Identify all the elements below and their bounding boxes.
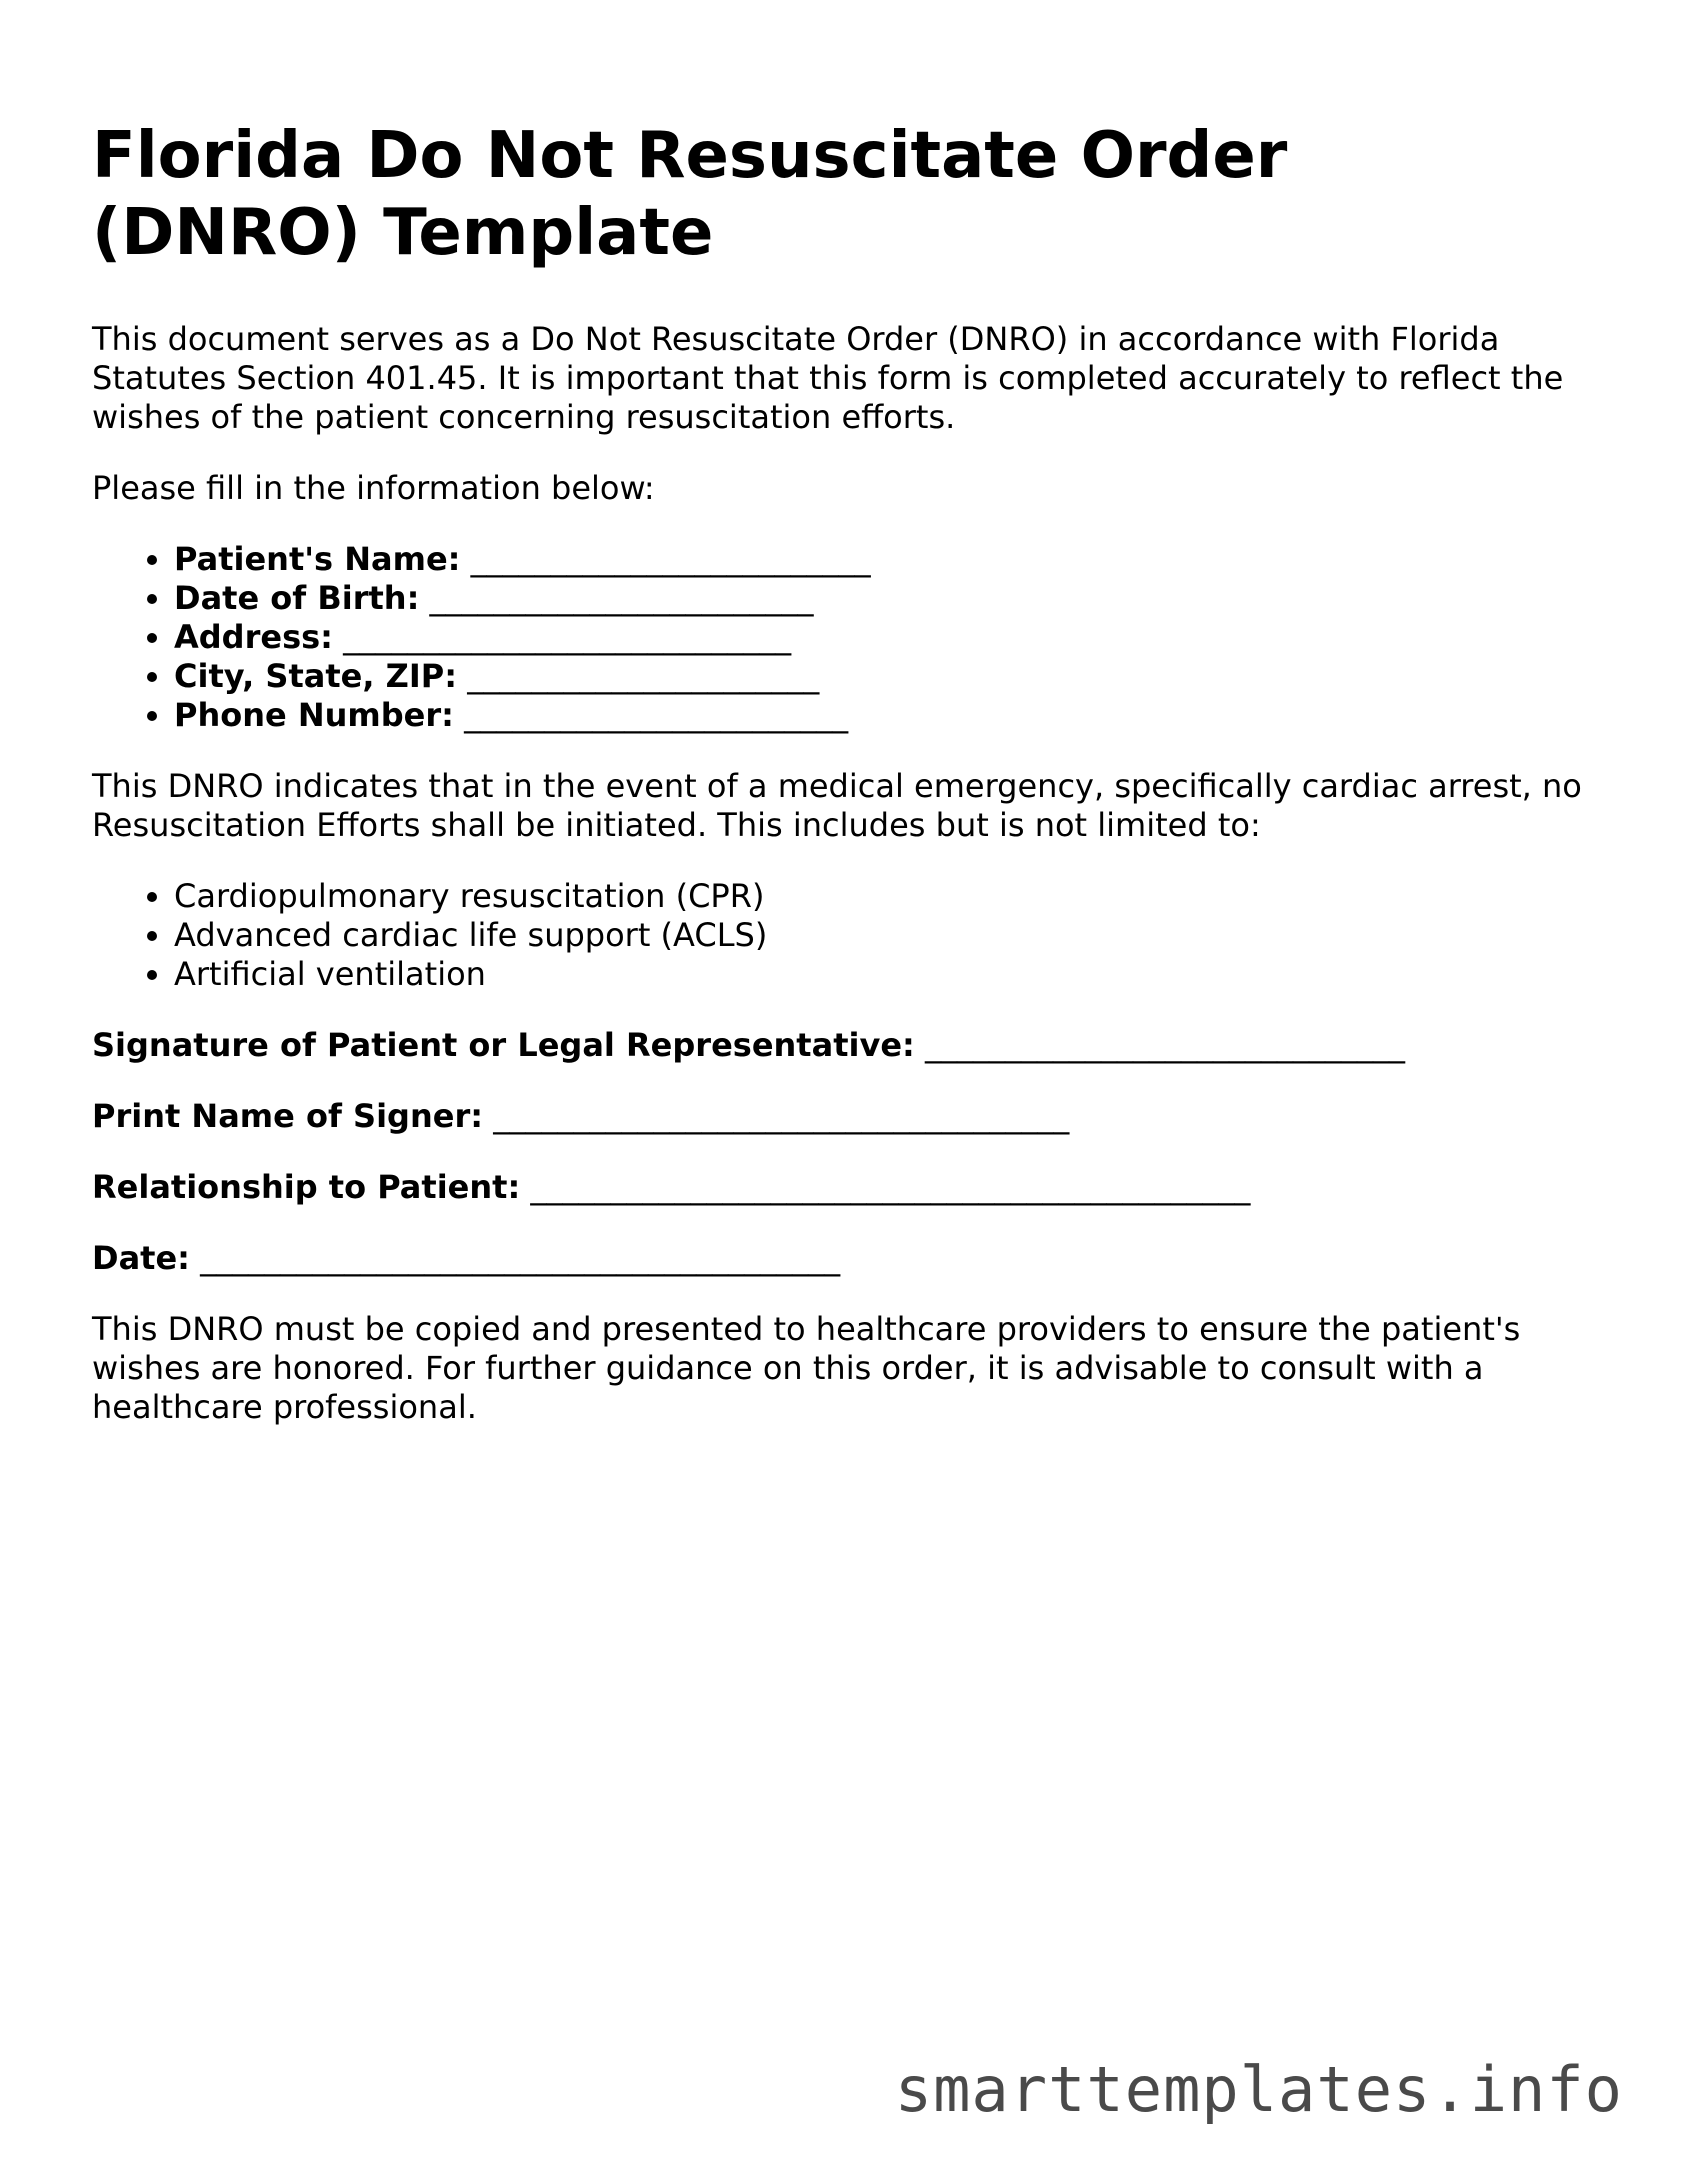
patient-name-field[interactable] xyxy=(174,540,1602,579)
date-of-birth-field[interactable] xyxy=(174,579,1602,618)
fill-prompt: Please fill in the information below: xyxy=(92,469,655,507)
closing-paragraph: This DNRO must be copied and presented to healthcare providers to ensure the patient's wishes are honored. For further guidance on this order, it is advisable to consult with a healthcare professional. xyxy=(92,1310,1521,1426)
title-line-2: (DNRO) Template xyxy=(92,196,714,270)
field-blank[interactable]: ______________________ xyxy=(467,657,820,695)
address-field[interactable] xyxy=(174,618,1602,657)
field-blank[interactable]: ________________________ xyxy=(464,696,849,734)
relationship-line[interactable] xyxy=(92,1168,1602,1207)
field-label: Patient's Name: xyxy=(174,540,461,578)
relationship-label: Relationship to Patient: xyxy=(92,1168,521,1206)
signature-blank[interactable]: ______________________________ xyxy=(924,1026,1405,1064)
field-blank[interactable]: ________________________ xyxy=(429,579,814,617)
list-item: • Cardiopulmonary resuscitation (CPR) xyxy=(174,877,1602,916)
list-item: • Artificial ventilation xyxy=(174,955,1602,994)
print-name-label: Print Name of Signer: xyxy=(92,1097,484,1135)
field-label: Address: xyxy=(174,618,333,656)
field-label: Date of Birth: xyxy=(174,579,420,617)
watermark: smarttemplates.info xyxy=(894,2053,1623,2126)
efforts-list xyxy=(92,877,1602,994)
document-page xyxy=(92,118,1602,1427)
print-name-blank[interactable]: ____________________________________ xyxy=(493,1097,1070,1135)
intro-paragraph: This document serves as a Do Not Resuscitate Order (DNRO) in accordance with Florida Statutes Section 401.45. It is important that this form is completed accurately to reflect the wishes of the patient concerning resuscitation efforts. xyxy=(92,320,1564,436)
signature-line[interactable] xyxy=(92,1026,1602,1065)
date-line[interactable] xyxy=(92,1239,1602,1278)
signature-label: Signature of Patient or Legal Representative: xyxy=(92,1026,915,1064)
print-name-line[interactable] xyxy=(92,1097,1602,1136)
emergency-paragraph: This DNRO indicates that in the event of a medical emergency, specifically cardiac arrest, no Resuscitation Efforts shall be initiated. This includes but is not limited to: xyxy=(92,767,1582,844)
field-blank[interactable]: _________________________ xyxy=(470,540,871,578)
list-item: • Advanced cardiac life support (ACLS) xyxy=(174,916,1602,955)
patient-fields-list xyxy=(92,540,1602,735)
field-label: Phone Number: xyxy=(174,696,454,734)
city-state-zip-field[interactable] xyxy=(174,657,1602,696)
date-blank[interactable]: ________________________________________ xyxy=(200,1239,841,1277)
title-line-1: Florida Do Not Resuscitate Order xyxy=(92,119,1288,193)
document-title xyxy=(92,118,1602,272)
field-blank[interactable]: ____________________________ xyxy=(343,618,792,656)
date-label: Date: xyxy=(92,1239,190,1277)
phone-number-field[interactable] xyxy=(174,696,1602,735)
relationship-blank[interactable]: _____________________________________________ xyxy=(530,1168,1251,1206)
field-label: City, State, ZIP: xyxy=(174,657,458,695)
